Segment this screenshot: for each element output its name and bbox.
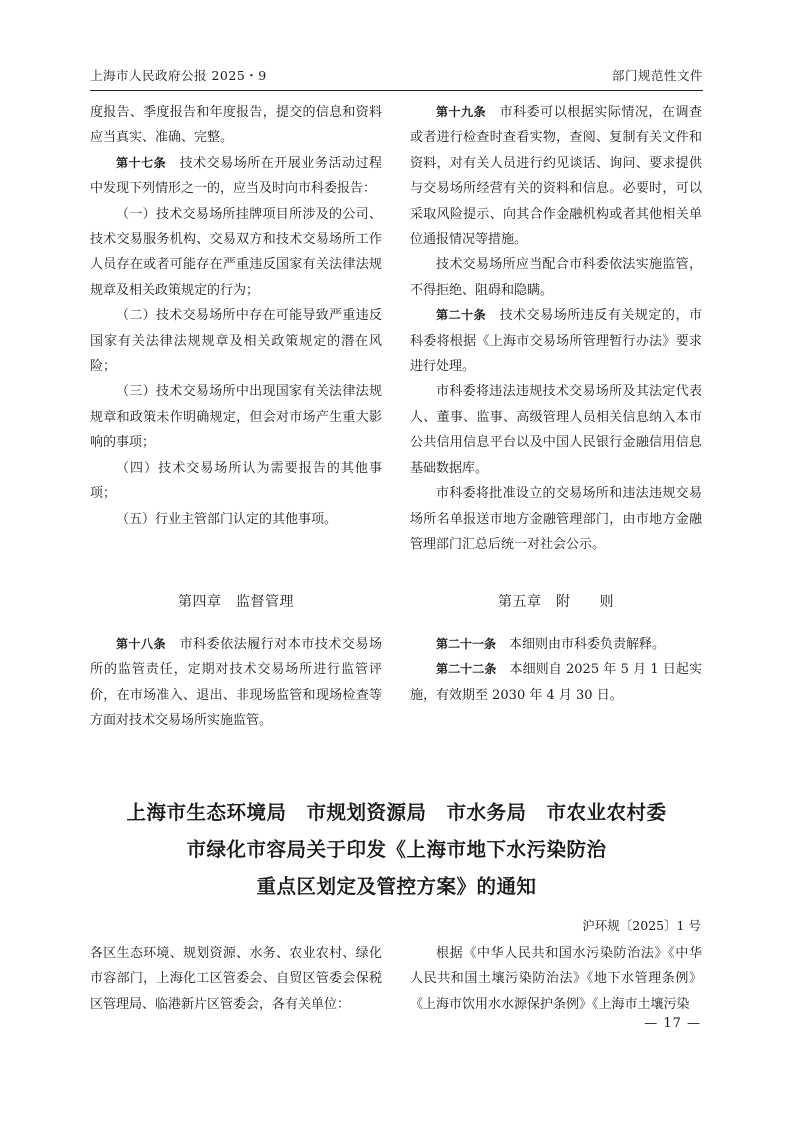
article-19-text: 市科委可以根据实际情况，在调查或者进行检查时查看实物，查阅、复制有关文件和资料，对有关人员进行约见谈话、询问、要求提供与交易场所经营有关的资料和信息。必要时，可以采取风险提示、向其合作金融机构或者其他相关单位通报情况等措施。 xyxy=(410,105,702,248)
running-header xyxy=(90,66,703,84)
notice-title xyxy=(60,794,733,905)
article-21-text: 本细则由市科委负责解释。 xyxy=(496,637,666,652)
paragraph-credit: 市科委将违法违规技术交易场所及其法定代表人、董事、监事、高级管理人员相关信息纳入本市公共信用信息平台以及中国人民银行金融信用信息基础数据库。 xyxy=(410,384,702,476)
article-17-item-3: （三）技术交易场所中出现国家有关法律法规规章和政策未作明确规定，但会对市场产生重大影响的事项； xyxy=(90,384,382,451)
notice-body-start: 根据《中华人民共和国水污染防治法》《中华人民共和国土壤污染防治法》《地下水管理条例》《上海市饮用水水源保护条例》《上海市土壤污染 xyxy=(410,946,702,1012)
article-17-label: 第十七条 xyxy=(116,155,167,170)
right-column-top xyxy=(410,100,702,557)
notice-title-line-1: 上海市生态环境局 市规划资源局 市水务局 市农业农村委 xyxy=(126,801,667,824)
article-20 xyxy=(410,303,702,379)
paragraph-cooperate: 技术交易场所应当配合市科委依法实施监管，不得拒绝、阻碍和隐瞒。 xyxy=(410,257,702,298)
left-column-top xyxy=(90,100,382,532)
article-20-label: 第二十条 xyxy=(436,308,487,323)
header-rule xyxy=(90,90,703,91)
notice-left-column xyxy=(90,941,382,1017)
article-17 xyxy=(90,151,382,202)
paragraph-publish: 市科委将批准设立的交易场所和违法违规交易场所名单报送市地方金融管理部门，由市地方金融管理部门汇总后统一对社会公示。 xyxy=(410,486,702,552)
article-21-label: 第二十一条 xyxy=(436,637,497,651)
article-22-label: 第二十二条 xyxy=(436,662,497,677)
notice-title-line-2: 市绿化市容局关于印发《上海市地下水污染防治 xyxy=(186,838,607,861)
article-21 xyxy=(410,632,702,657)
article-17-item-4: （四）技术交易场所认为需要报告的其他事项； xyxy=(90,460,382,502)
gazette-title: 上海市人民政府公报 2025・9 xyxy=(90,68,267,83)
article-18-label: 第十八条 xyxy=(116,637,167,651)
notice-title-line-3: 重点区划定及管控方案》的通知 xyxy=(256,875,537,898)
paragraph-continuation: 度报告、季度报告和年度报告，提交的信息和资料应当真实、准确、完整。 xyxy=(90,105,382,146)
left-column-bottom xyxy=(90,589,382,734)
article-17-item-1: （一）技术交易场所挂牌项目所涉及的公司、技术交易服务机构、交易双方和技术交易场所工作人员存在或者可能存在严重违反国家有关法律法规规章及相关政策规定的行为； xyxy=(90,206,382,298)
chapter-4-heading: 第四章 监督管理 xyxy=(178,594,294,610)
article-20-text: 技术交易场所违反有关规定的，市科委将根据《上海市交易场所管理暂行办法》要求进行处理。 xyxy=(410,308,702,375)
article-18 xyxy=(90,632,382,734)
article-17-item-2: （二）技术交易场所中存在可能导致严重违反国家有关法律法规规章及相关政策规定的潜在风险； xyxy=(90,308,382,375)
article-17-item-5: （五）行业主管部门认定的其他事项。 xyxy=(116,511,338,527)
section-title: 部门规范性文件 xyxy=(611,68,703,83)
article-19 xyxy=(410,100,702,252)
notice-right-column xyxy=(410,941,702,1017)
document-number: 沪环规〔2025〕1 号 xyxy=(582,918,701,933)
article-22-text: 本细则自 2025 年 5 月 1 日起实施，有效期至 2030 年 4 月 30 日。 xyxy=(410,662,702,703)
article-22 xyxy=(410,657,702,708)
notice-addressees: 各区生态环境、规划资源、水务、农业农村、绿化市容部门，上海化工区管委会、自贸区管委会保税区管理局、临港新片区管委会，各有关单位： xyxy=(90,946,382,1012)
article-18-text: 市科委依法履行对本市技术交易场所的监管责任，定期对技术交易场所进行监管评价，在市场准入、退出、非现场监管和现场检查等方面对技术交易场所实施监管。 xyxy=(90,637,382,729)
article-19-label: 第十九条 xyxy=(436,105,487,119)
right-column-bottom xyxy=(410,589,702,708)
page-number: — 17 — xyxy=(644,1016,701,1031)
article-17-text: 技术交易场所在开展业务活动过程中发现下列情形之一的，应当及时向市科委报告： xyxy=(90,155,382,197)
chapter-5-heading: 第五章 附 则 xyxy=(498,594,614,610)
